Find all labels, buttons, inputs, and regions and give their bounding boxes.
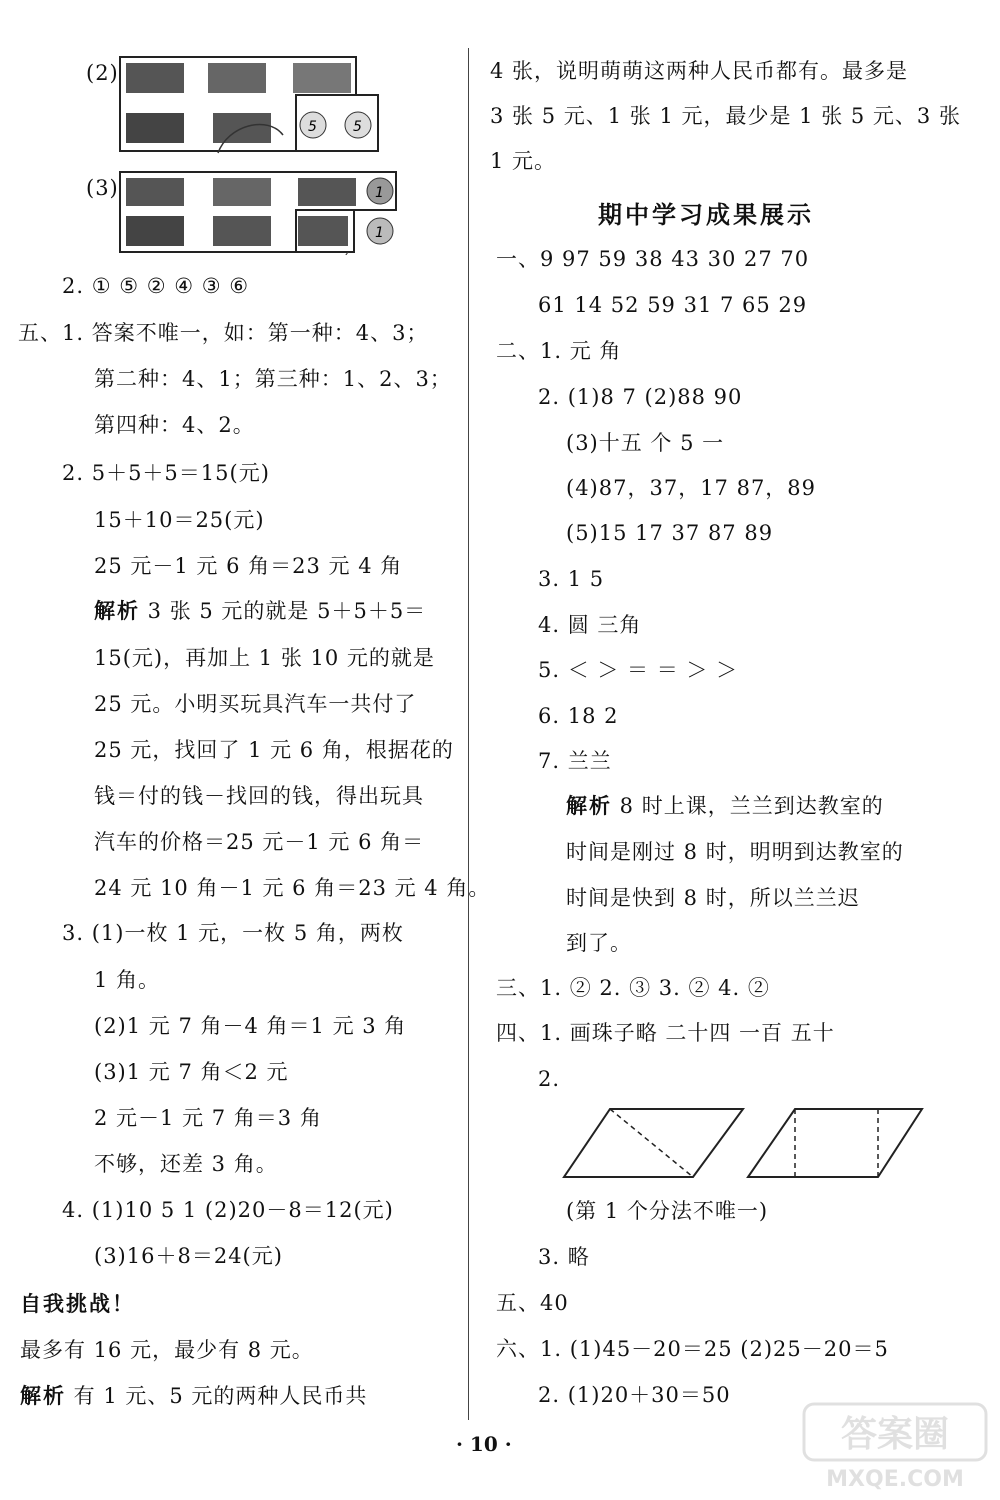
part-4-q2: 2.	[538, 1067, 561, 1091]
part-2-q2-line1: 2. (1)8 7 (2)88 90	[538, 385, 743, 409]
right-continued-line3: 1 元。	[490, 149, 557, 173]
section-5-q2-line3: 25 元－1 元 6 角＝23 元 4 角	[94, 554, 403, 578]
part-1-row1: 一、9 97 59 38 43 30 27 70	[496, 247, 810, 271]
section-5-q3-line6: 不够，还差 3 角。	[94, 1152, 278, 1176]
part-4-note: (第 1 个分法不唯一)	[566, 1199, 769, 1223]
money-figure-2	[118, 55, 418, 155]
section-5-q4-line1: 4. (1)10 5 1 (2)20－8＝12(元)	[62, 1198, 394, 1222]
analysis-line2: 15(元)，再加上 1 张 10 元的就是	[94, 646, 435, 670]
part-2-q2-line4: (5)15 17 37 87 89	[566, 521, 774, 545]
part-3: 三、1. ② 2. ③ 3. ② 4. ②	[496, 976, 770, 1000]
analysis-label: 解析	[94, 599, 140, 623]
coin-1-label-2: 1	[375, 225, 384, 241]
section-5-q3-line2: 1 角。	[94, 968, 161, 992]
part-2-q2-line2: (3)十五 个 5 一	[566, 431, 725, 455]
section-5-q1-line2: 第二种：4、1；第三种：1、2、3；	[94, 367, 452, 391]
part-1-row2: 61 14 52 59 31 7 65 29	[538, 293, 808, 317]
part-2-analysis-line3: 时间是快到 8 时，所以兰兰迟	[566, 886, 860, 910]
analysis-line3: 25 元。小明买玩具汽车一共付了	[94, 692, 417, 716]
part-2-q1: 二、1. 元 角	[496, 339, 622, 363]
part-2-analysis-line2: 时间是刚过 8 时，明明到达教室的	[566, 840, 904, 864]
part-2-q7: 7. 兰兰	[538, 749, 612, 773]
part-4-q1: 四、1. 画珠子略 二十四 一百 五十	[496, 1021, 835, 1045]
part-4-q3: 3. 略	[538, 1245, 590, 1269]
figure-2-label: (2)	[86, 61, 119, 85]
challenge-analysis: 解析 有 1 元、5 元的两种人民币共	[20, 1384, 368, 1408]
coin-5-label: 5	[308, 119, 317, 135]
watermark-logo	[800, 1400, 990, 1495]
analysis-line4: 25 元，找回了 1 元 6 角，根据花的	[94, 738, 454, 762]
svg-text:MXQE.COM: MXQE.COM	[826, 1467, 964, 1492]
part-6-q1: 六、1. (1)45－20＝25 (2)25－20＝5	[496, 1337, 889, 1361]
section-5-q2-line2: 15＋10＝25(元)	[94, 508, 265, 532]
part-2-analysis-line4: 到了。	[566, 931, 632, 955]
part-2-q3: 3. 1 5	[538, 567, 605, 591]
part-2-analysis-label: 解析	[566, 794, 612, 818]
challenge-analysis-label: 解析	[20, 1384, 66, 1408]
coin-5-label-2: 5	[353, 119, 362, 135]
challenge-answer: 最多有 16 元，最少有 8 元。	[20, 1338, 314, 1362]
section-5-q3-line5: 2 元－1 元 7 角＝3 角	[94, 1106, 322, 1130]
section-5-q1-line1: 五、1. 答案不唯一，如：第一种：4、3；	[18, 321, 429, 345]
right-continued-line2: 3 张 5 元、1 张 1 元，最少是 1 张 5 元、3 张	[490, 104, 961, 128]
part-6-q2: 2. (1)20＋30＝50	[538, 1383, 731, 1407]
part-2-q4: 4. 圆 三角	[538, 613, 642, 637]
section-5-q2-line1: 2. 5＋5＋5＝15(元)	[62, 461, 270, 485]
part-5: 五、40	[496, 1291, 569, 1315]
section-5-q1-line3: 第四种：4、2。	[94, 413, 255, 437]
svg-text:答案圈: 答案圈	[840, 1414, 950, 1455]
part-2-q6: 6. 18 2	[538, 704, 619, 728]
page-number: · 10 ·	[456, 1432, 512, 1456]
section-title: 期中学习成果展示	[598, 201, 814, 229]
money-figure-3	[118, 170, 418, 255]
answer-2-order: 2. ① ⑤ ② ④ ③ ⑥	[62, 274, 250, 298]
parallelogram-figures	[560, 1105, 930, 1185]
analysis-line1: 解析 3 张 5 元的就是 5＋5＋5＝	[94, 599, 427, 623]
part-2-q5: 5. ＜ ＞ ＝ ＝ ＞ ＞	[538, 658, 739, 682]
figure-3-label: (3)	[86, 176, 119, 200]
column-divider	[468, 48, 469, 1420]
analysis-line5: 钱＝付的钱－找回的钱，得出玩具	[94, 784, 424, 808]
section-5-q3-line3: (2)1 元 7 角－4 角＝1 元 3 角	[94, 1014, 407, 1038]
analysis-line7: 24 元 10 角－1 元 6 角＝23 元 4 角。	[94, 876, 491, 900]
challenge-title: 自我挑战！	[20, 1292, 135, 1316]
section-5-q3-line1: 3. (1)一枚 1 元，一枚 5 角，两枚	[62, 921, 404, 945]
part-2-analysis-line1: 解析 8 时上课，兰兰到达教室的	[566, 794, 884, 818]
part-2-q2-line3: (4)87，37，17 87，89	[566, 476, 817, 500]
section-5-q4-line2: (3)16＋8＝24(元)	[94, 1244, 283, 1268]
analysis-line6: 汽车的价格＝25 元－1 元 6 角＝	[94, 830, 425, 854]
coin-1-label: 1	[375, 185, 384, 201]
section-5-q3-line4: (3)1 元 7 角＜2 元	[94, 1060, 289, 1084]
right-continued-line1: 4 张，说明萌萌这两种人民币都有。最多是	[490, 59, 909, 83]
